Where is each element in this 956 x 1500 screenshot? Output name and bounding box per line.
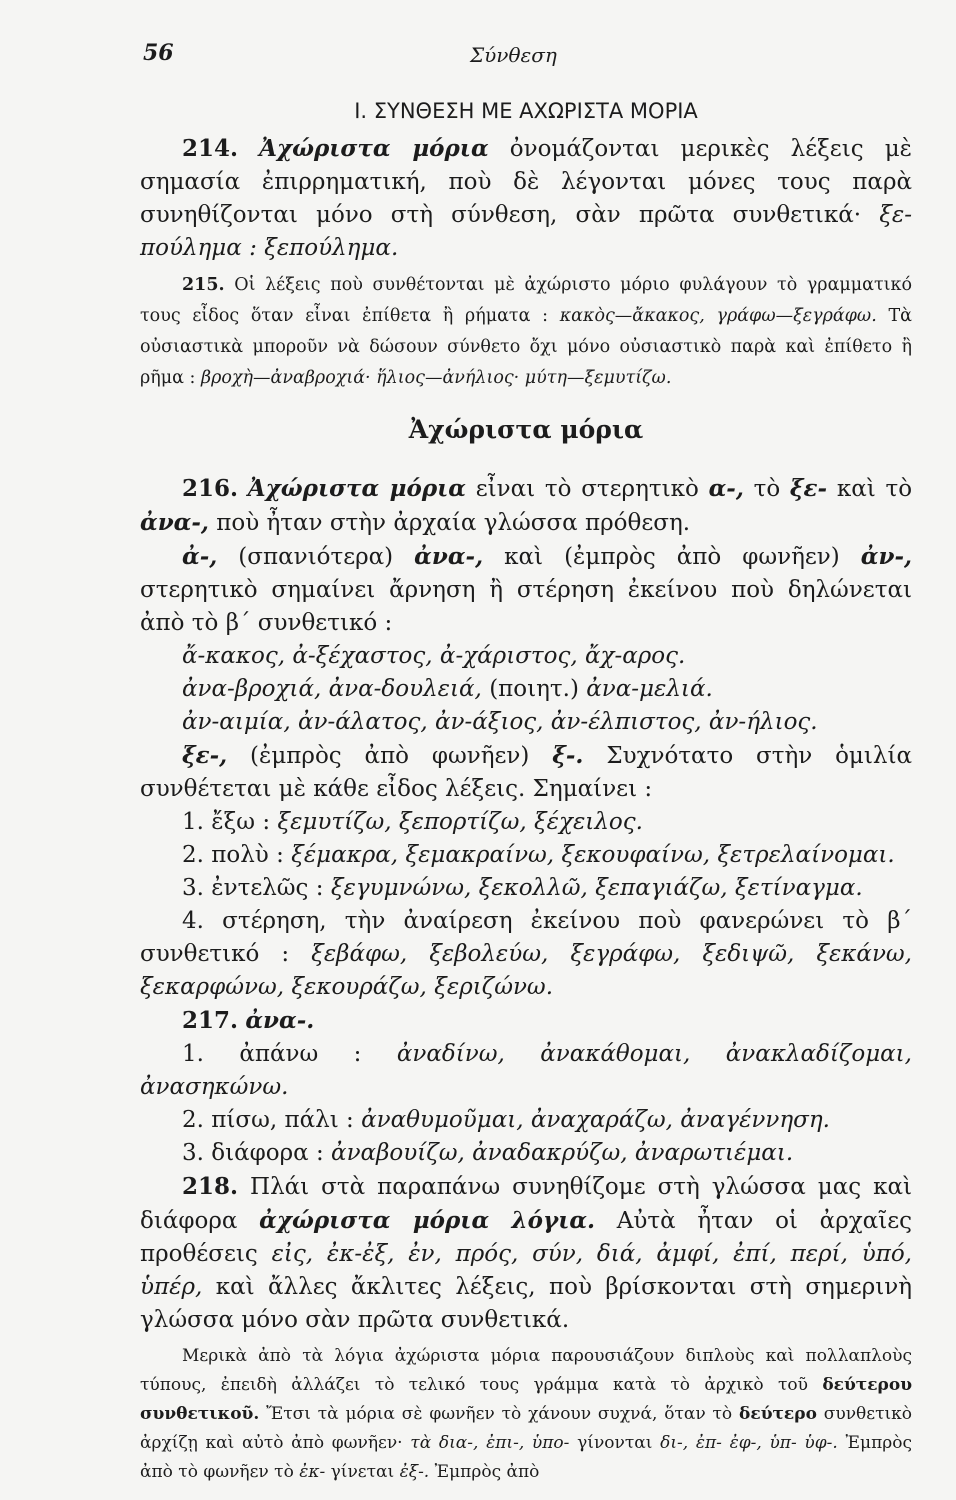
list-item [140,839,912,872]
item-number: 4. [182,908,204,934]
paragraph-text: Οἱ λέξεις ποὺ συνθέτονται μὲ ἀχώριστο μόριο φυλάγουν τὸ γραμματικό τους εἶδος ὅταν εἶναι ἐπίθετα ἢ ρήματα : [140,275,912,326]
prefix: ἀνα-, [140,509,209,536]
example: ἐξ-. [399,1462,430,1482]
text: Αὐτὰ ἦταν οἱ ἀρχαῖες προθέσεις [140,1208,913,1267]
item-number: 2. [182,1107,204,1133]
text: Πλάι στὰ παραπάνω συνηθίζομε στὴ γλώσσα μας καὶ διάφορα [140,1174,913,1234]
example-line [140,673,912,706]
text: (σπανιότερα) [238,544,394,570]
list-item [140,806,912,839]
item-meaning: ἐντελῶς : [211,875,324,901]
example: δι-, ἐπ- ἐφ-, ὑπ- ὑφ-. [660,1433,838,1453]
item-meaning: πίσω, πάλι : [211,1107,354,1133]
defined-term: Ἀχώριστα μόρια [259,135,489,162]
prefix: ἀνα-, [414,543,484,570]
item-examples: ξεγυμνώνω, ξεκολλῶ, ξεπαγιάζω, ξετίναγμα. [330,875,863,901]
text: καὶ ἄλλες ἄκλιτες λέξεις, ποὺ βρίσκονται στὴ σημερινὴ γλώσσα μόνο σὰν πρῶτα συνθετικά. [140,1274,913,1333]
prepositions-list: εἰς, ἐκ-ἐξ, ἐν, πρός, σύν, διά, ἀμφί, ἐπί, περί, ὑπό, ὑπέρ, [140,1241,912,1300]
paragraph-number: 218. [182,1173,239,1200]
item-number: 3. [182,875,204,901]
page-body [140,94,912,1487]
xe-paragraph [140,739,912,806]
list-item [140,905,912,1004]
footnote-paragraph [140,1342,912,1487]
item-number: 1. [182,809,204,835]
text: Ἐμπρὸς ἀπὸ [434,1462,540,1482]
item-meaning: πολὺ : [211,842,284,868]
text: καὶ τὸ [836,476,913,502]
alpha-privative-paragraph [140,540,912,640]
paragraph-text: ὀνομάζονται μερικὲς λέξεις μὲ σημασία ἐπιρρηματική, ποὺ δὲ λέγονται μόνες τους παρὰ συνηθίζονται μόνο στὴ σύνθεση, σὰν πρῶτα συνθετικά· [140,136,912,228]
example-line: ἀν-αιμία, ἀν-άλατος, ἀν-άξιος, ἀν-έλπιστος, ἀν-ήλιος. [182,709,818,735]
item-meaning: διάφορα : [211,1140,324,1166]
running-title: Σύνθεση [470,43,557,67]
section-title: Ι. ΣΥΝΘΕΣΗ ΜΕ ΑΧΩΡΙΣΤΑ ΜΟΡΙΑ [354,99,698,123]
item-number: 1. [182,1041,204,1067]
text: (ποιητ.) [489,676,579,702]
example: κακὸς—ἄκακος, γράφω—ξεγράφω. [559,306,877,326]
list-item [140,872,912,905]
text: γίνεται [330,1462,395,1482]
paragraph-text: Τὰ οὐσιαστικὰ μποροῦν νὰ δώσουν σύνθετο ὄχι μόνο οὐσιαστικὸ παρὰ καὶ ἐπίθετο ἢ ρῆμα : [140,306,912,388]
prefix: ξ-. [552,742,584,769]
paragraph-number: 216. [182,475,239,502]
subheading: Ἀχώριστα μόρια [408,415,644,444]
paragraph-215 [140,270,912,394]
item-examples: ξέμακρα, ξεμακραίνω, ξεκουφαίνω, ξετρελαίνομαι. [291,842,895,868]
item-examples: ἀναθυμοῦμαι, ἀναχαράζω, ἀναγέννηση. [361,1107,830,1133]
paragraph-217 [140,1004,912,1038]
list-item [140,1137,912,1170]
item-examples: ἀναδίνω, ἀνακάθομαι, ἀνακλαδίζομαι, ἀνασηκώνω. [140,1041,912,1100]
paragraph-216 [140,472,912,540]
text: Μερικὰ ἀπὸ τὰ λόγια ἀχώριστα μόρια παρουσιάζουν διπλοὺς καὶ πολλαπλοὺς τύπους, ἐπειδὴ ἀλλάζει τὸ τελικό τους γράμμα κατὰ τὸ ἀρχικὸ τοῦ [140,1346,912,1395]
item-meaning: ἔξω : [211,809,271,835]
prefix: ξε-, [182,742,228,769]
prefix: ἀν-, [860,543,912,570]
text: στερητικὸ σημαίνει ἄρνηση ἢ στέρηση ἐκείνου ποὺ δηλώνεται ἀπὸ τὸ β΄ συνθετικό : [140,577,912,636]
prefix: ἀνα-. [245,1007,315,1034]
item-examples: ἀναβουίζω, ἀναδακρύζω, ἀναρωτιέμαι. [331,1140,794,1166]
defined-term: Ἀχώριστα μόρια [247,475,466,502]
item-examples: ξεβάφω, ξεβολεύω, ξεγράφω, ξεδιψῶ, ξεκάνω, ξεκαρφώνω, ξεκουράζω, ξεριζώνω. [140,941,912,1000]
item-meaning: στέρηση, τὴν ἀναίρεση ἐκείνου ποὺ φανερώνει τὸ β΄ συνθετικό : [140,908,913,967]
text: Ἐμπρὸς ἀπὸ τὸ φωνῆεν τὸ [140,1433,912,1482]
example: ἀνα-βροχιά, ἀνα-δουλειά, [182,676,482,702]
text: τὸ [753,476,781,502]
prefix: α-, [708,475,744,502]
page-number: 56 [143,40,174,66]
item-meaning: ἀπάνω : [239,1041,362,1067]
text: γίνονται [577,1433,653,1453]
paragraph-214 [140,132,912,265]
prefix: ξε- [789,475,828,502]
prefix: ἀ-, [182,543,218,570]
paragraph-218 [140,1170,912,1337]
list-item [140,1104,912,1137]
example: βροχὴ—ἀναβροχιά· ἥλιος—ἀνήλιος· μύτη—ξεμυτίζω. [201,368,672,388]
bold-term: δεύτερου συνθετικοῦ. [140,1375,912,1424]
text: Ἔτσι τὰ μόρια σὲ φωνῆεν τὸ χάνουν συχνά, ὅταν τὸ [266,1404,733,1424]
paragraph-number: 215. [182,275,225,295]
example: ἐκ- [299,1462,326,1482]
example: ἀνα-μελιά. [586,676,713,702]
text: ποὺ ἦταν στὴν ἀρχαία γλώσσα πρόθεση. [216,510,691,536]
example: τὰ δια-, ἐπι-, ὑπο- [410,1433,570,1453]
example: ξε-πούλημα : ξεπούλημα. [140,202,913,261]
item-number: 2. [182,842,204,868]
text: καὶ (ἐμπρὸς ἀπὸ φωνῆεν) [504,544,840,570]
item-examples: ξεμυτίζω, ξεπορτίζω, ξέχειλος. [277,809,643,835]
defined-term: ἀχώριστα μόρια λόγια. [259,1207,596,1234]
text: (ἐμπρὸς ἀπὸ φωνῆεν) [250,743,530,769]
bold-term: δεύτερο [739,1404,817,1424]
list-item [140,1038,912,1104]
paragraph-number: 217. [182,1007,239,1034]
text: εἶναι τὸ στερητικὸ [475,476,699,502]
text: συνθετικὸ ἀρχίζῃ καὶ αὐτὸ ἀπὸ φωνῆεν· [140,1404,912,1453]
paragraph-number: 214. [182,135,239,162]
example-line: ἄ-κακος, ἀ-ξέχαστος, ἀ-χάριστος, ἄχ-αρος. [182,643,686,669]
item-number: 3. [182,1140,204,1166]
text: Συχνότατο στὴν ὁμιλία συνθέτεται μὲ κάθε εἶδος λέξεις. Σημαίνει : [140,743,913,802]
